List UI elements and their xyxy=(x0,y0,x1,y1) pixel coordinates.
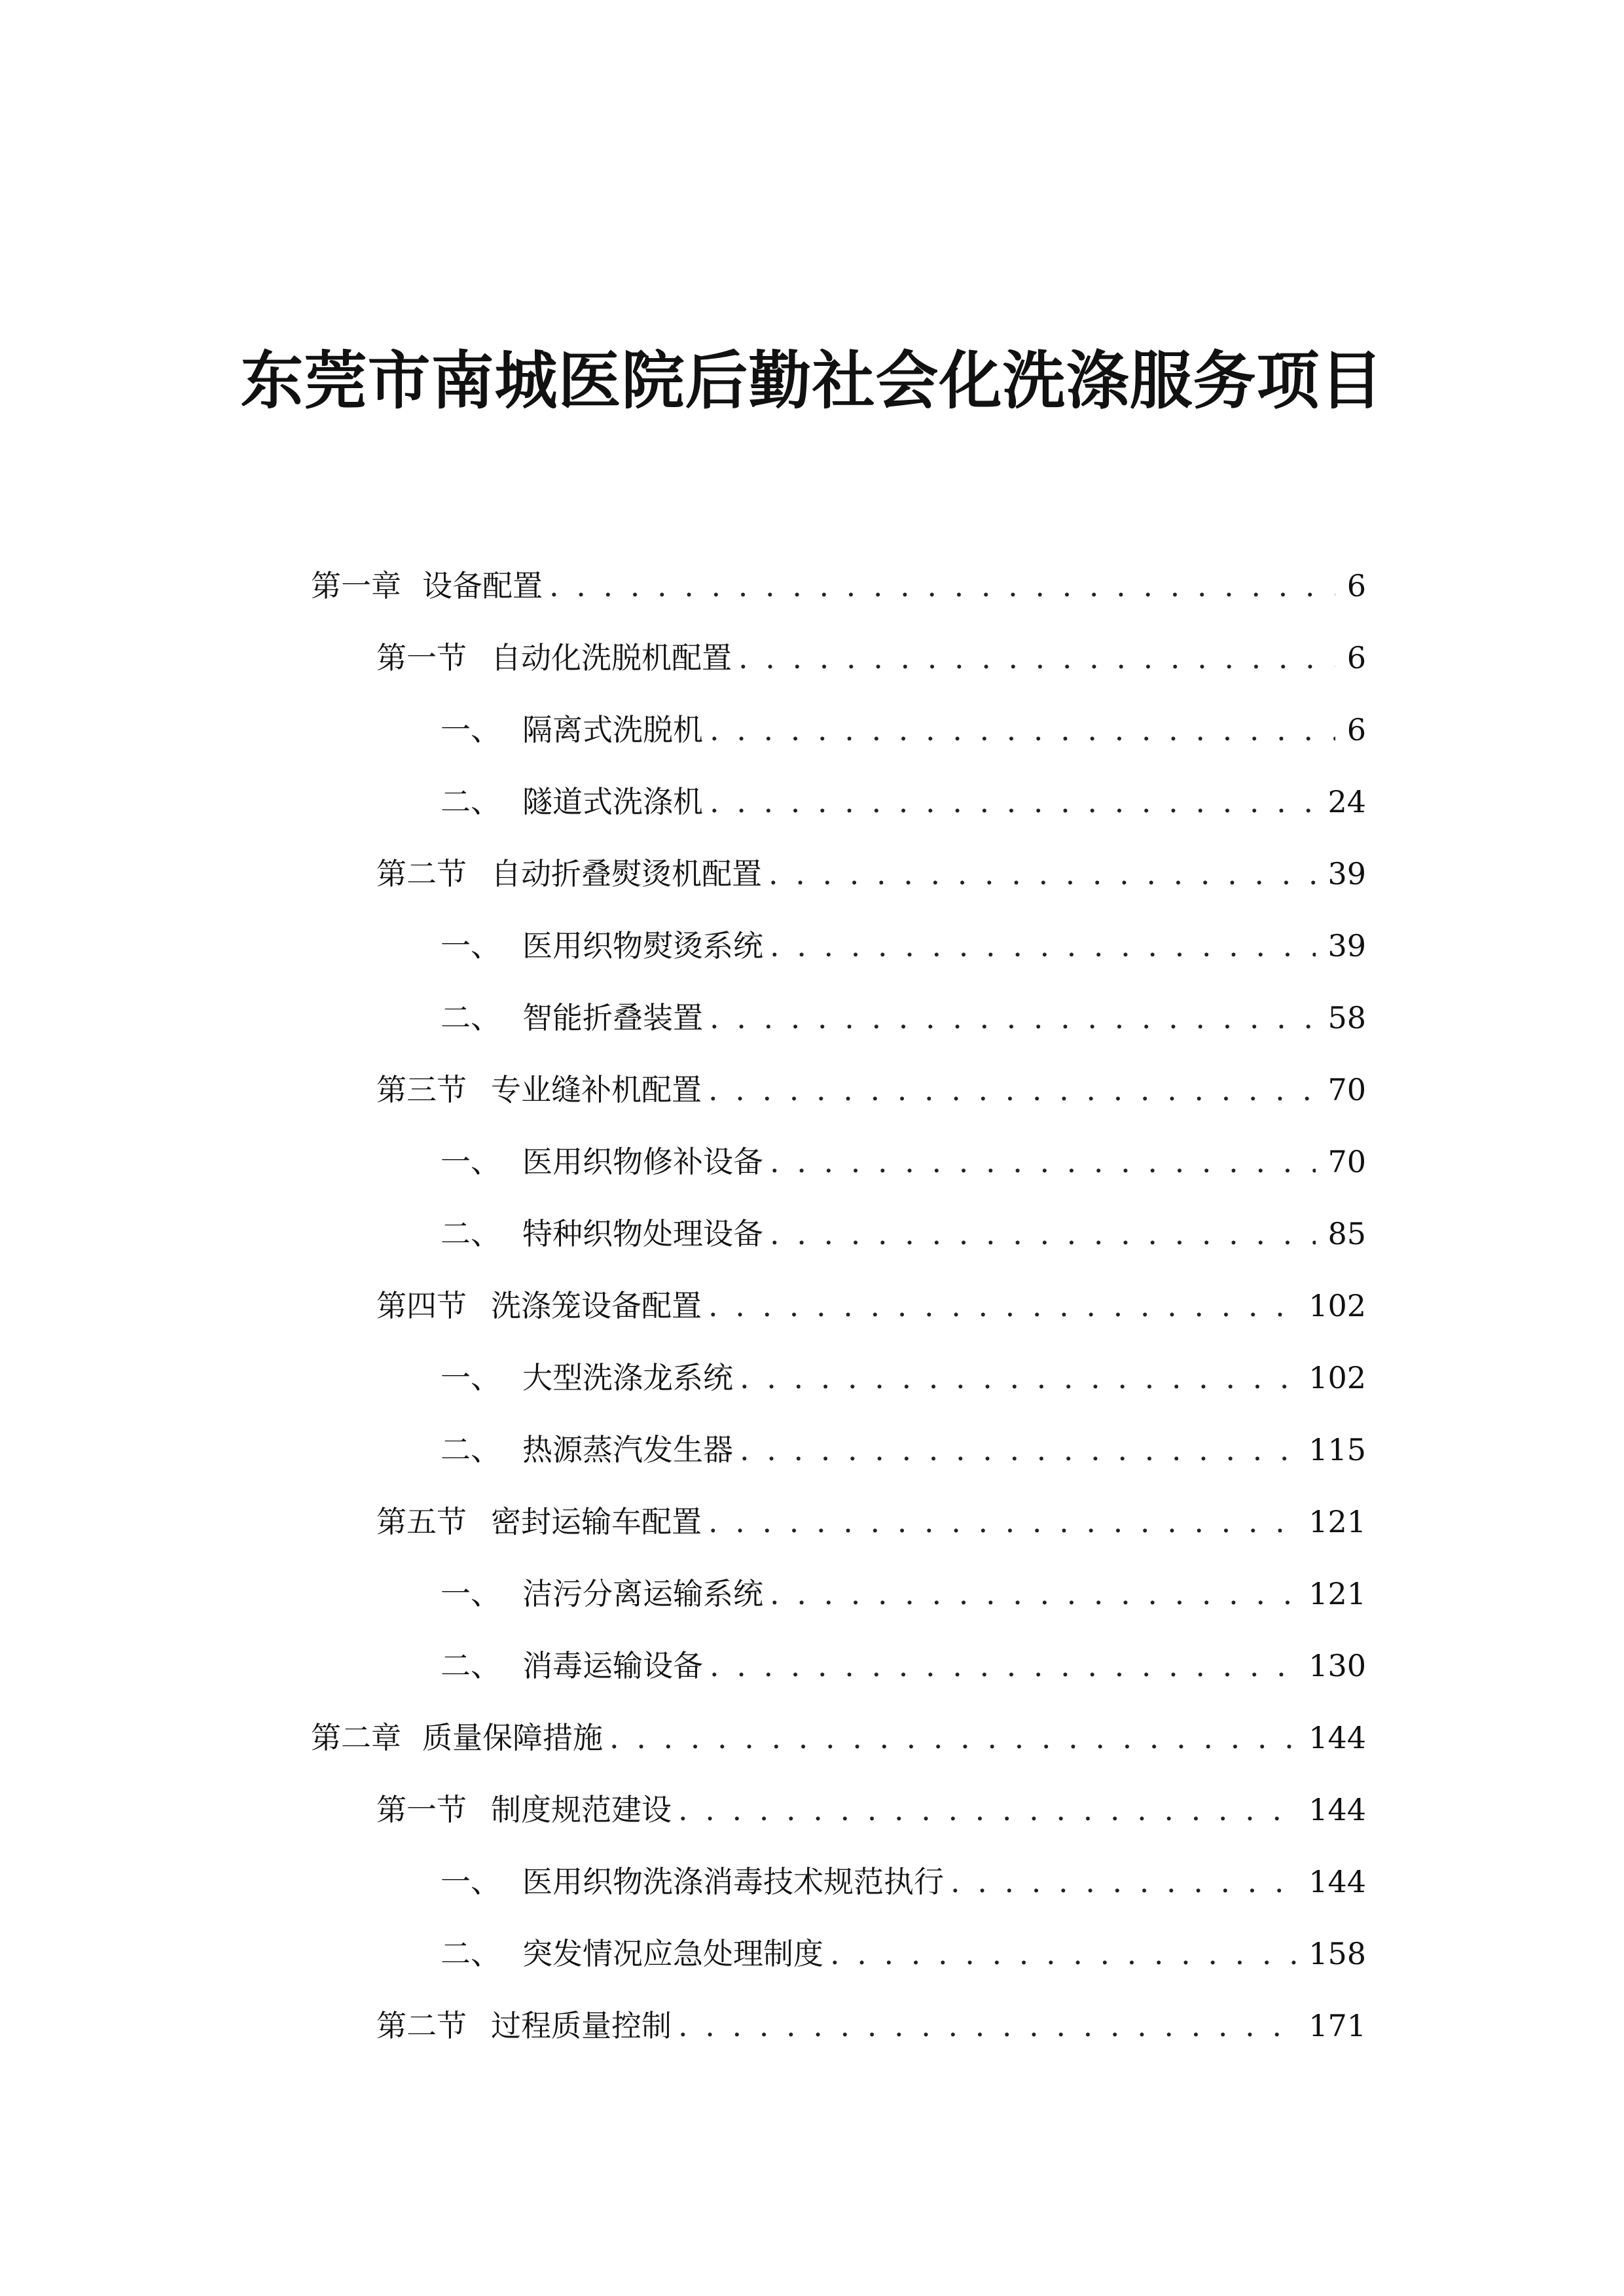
toc-entry-number: 第五节 xyxy=(376,1504,467,1539)
toc-entry-label: 过程质量控制 xyxy=(491,2008,672,2043)
toc-page-number: 6 xyxy=(1346,640,1366,675)
toc-entry-label: 自动化洗脱机配置 xyxy=(491,640,732,675)
toc-dot-leader xyxy=(710,704,1335,756)
toc-entry-number: 一、 xyxy=(441,712,501,747)
toc-entry-number: 二、 xyxy=(441,1648,501,1683)
toc-entry-label: 突发情况应急处理制度 xyxy=(522,1936,823,1971)
toc-entry-chapter[interactable] xyxy=(311,1712,1366,1764)
toc-entry-number: 二、 xyxy=(441,784,501,819)
toc-dot-leader xyxy=(678,2000,1297,2052)
toc-entry-subsection[interactable] xyxy=(441,1352,1366,1404)
toc-page-number: 115 xyxy=(1308,1432,1366,1467)
toc-page-number: 102 xyxy=(1308,1360,1366,1395)
toc-page-number: 121 xyxy=(1308,1576,1366,1611)
toc-entry-number: 第二节 xyxy=(376,856,467,891)
toc-dot-leader xyxy=(770,1136,1316,1188)
toc-entry-subsection[interactable] xyxy=(441,1208,1366,1260)
toc-entry-label: 自动折叠熨烫机配置 xyxy=(491,856,762,891)
toc-entry-number: 一、 xyxy=(441,928,501,963)
toc-entry-section[interactable] xyxy=(376,1064,1366,1116)
toc-page-number: 144 xyxy=(1308,1720,1366,1755)
toc-dot-leader xyxy=(768,848,1316,900)
toc-entry-subsection[interactable] xyxy=(441,1568,1366,1620)
toc-page-number: 144 xyxy=(1308,1864,1366,1899)
toc-dot-leader xyxy=(830,1928,1297,1980)
toc-dot-leader xyxy=(770,1568,1297,1620)
toc-page-number: 70 xyxy=(1327,1144,1366,1179)
toc-entry-section[interactable] xyxy=(376,1280,1366,1332)
toc-entry-label: 大型洗涤龙系统 xyxy=(522,1360,733,1395)
toc-dot-leader xyxy=(740,1352,1297,1404)
toc-entry-section[interactable] xyxy=(376,632,1366,684)
toc-entry-section[interactable] xyxy=(376,848,1366,900)
toc-dot-leader xyxy=(770,920,1316,972)
toc-entry-number: 第二章 xyxy=(311,1720,401,1755)
toc-entry-label: 隔离式洗脱机 xyxy=(522,712,703,747)
toc-entry-label: 专业缝补机配置 xyxy=(491,1072,702,1107)
toc-entry-section[interactable] xyxy=(376,1784,1366,1836)
toc-page-number: 70 xyxy=(1327,1072,1366,1107)
toc-page-number: 58 xyxy=(1327,1000,1366,1035)
toc-entry-label: 洁污分离运输系统 xyxy=(522,1576,763,1611)
toc-entry-label: 消毒运输设备 xyxy=(522,1648,703,1683)
toc-dot-leader xyxy=(678,1784,1297,1836)
toc-page-number: 171 xyxy=(1308,2008,1366,2043)
toc-dot-leader xyxy=(710,992,1316,1044)
toc-entry-number: 二、 xyxy=(441,1432,501,1467)
toc-entry-label: 隧道式洗涤机 xyxy=(522,784,703,819)
toc-entry-subsection[interactable] xyxy=(441,1424,1366,1476)
toc-entry-number: 一、 xyxy=(441,1576,501,1611)
toc-page-number: 39 xyxy=(1327,856,1366,891)
toc-entry-label: 洗涤笼设备配置 xyxy=(491,1288,702,1323)
toc-page-number: 158 xyxy=(1308,1936,1366,1971)
toc-dot-leader xyxy=(708,1064,1316,1116)
toc-dot-leader xyxy=(708,1496,1297,1548)
toc-entry-subsection[interactable] xyxy=(441,992,1366,1044)
toc-dot-leader xyxy=(738,632,1335,684)
toc-entry-number: 第一章 xyxy=(311,568,401,603)
toc-entry-subsection[interactable] xyxy=(441,776,1366,828)
toc-page-number: 24 xyxy=(1327,784,1366,819)
toc-entry-number: 二、 xyxy=(441,1000,501,1035)
toc-entry-subsection[interactable] xyxy=(441,1928,1366,1980)
toc-entry-number: 第一节 xyxy=(376,1792,467,1827)
toc-dot-leader xyxy=(710,1640,1297,1692)
toc-entry-label: 智能折叠装置 xyxy=(522,1000,703,1035)
toc-page-number: 39 xyxy=(1327,928,1366,963)
toc-entry-label: 设备配置 xyxy=(422,568,543,603)
toc-page-number: 121 xyxy=(1308,1504,1366,1539)
toc-entry-number: 第二节 xyxy=(376,2008,467,2043)
toc-page-number: 144 xyxy=(1308,1792,1366,1827)
toc-entry-subsection[interactable] xyxy=(441,1640,1366,1692)
toc-entry-number: 第三节 xyxy=(376,1072,467,1107)
toc-entry-label: 医用织物洗涤消毒技术规范执行 xyxy=(522,1864,944,1899)
toc-entry-number: 二、 xyxy=(441,1216,501,1251)
toc-page-number: 6 xyxy=(1346,568,1366,603)
toc-entry-subsection[interactable] xyxy=(441,920,1366,972)
toc-page-number: 85 xyxy=(1327,1216,1366,1251)
toc-entry-label: 医用织物熨烫系统 xyxy=(522,928,763,963)
toc-dot-leader xyxy=(549,560,1335,612)
document-title: 东莞市南城医院后勤社会化洗涤服务项目 xyxy=(240,344,1384,418)
toc-entry-label: 制度规范建设 xyxy=(491,1792,672,1827)
toc-entry-subsection[interactable] xyxy=(441,1136,1366,1188)
toc-dot-leader xyxy=(708,1280,1297,1332)
toc-entry-subsection[interactable] xyxy=(441,1856,1366,1908)
toc-entry-number: 第一节 xyxy=(376,640,467,675)
toc-dot-leader xyxy=(740,1424,1297,1476)
toc-entry-number: 一、 xyxy=(441,1144,501,1179)
toc-entry-section[interactable] xyxy=(376,2000,1366,2052)
toc-dot-leader xyxy=(770,1208,1316,1260)
toc-entry-label: 医用织物修补设备 xyxy=(522,1144,763,1179)
toc-entry-number: 一、 xyxy=(441,1864,501,1899)
toc-entry-chapter[interactable] xyxy=(311,560,1366,612)
toc-page-number: 6 xyxy=(1346,712,1366,747)
toc-dot-leader xyxy=(710,776,1316,828)
toc-dot-leader xyxy=(609,1712,1297,1764)
toc-entry-label: 密封运输车配置 xyxy=(491,1504,702,1539)
toc-entry-subsection[interactable] xyxy=(441,704,1366,756)
toc-entry-label: 热源蒸汽发生器 xyxy=(522,1432,733,1467)
toc-dot-leader xyxy=(950,1856,1297,1908)
toc-entry-number: 第四节 xyxy=(376,1288,467,1323)
toc-entry-section[interactable] xyxy=(376,1496,1366,1548)
toc-entry-number: 一、 xyxy=(441,1360,501,1395)
toc-entry-number: 二、 xyxy=(441,1936,501,1971)
toc-page-number: 130 xyxy=(1308,1648,1366,1683)
toc-page-number: 102 xyxy=(1308,1288,1366,1323)
toc-entry-label: 质量保障措施 xyxy=(422,1720,603,1755)
toc-entry-label: 特种织物处理设备 xyxy=(522,1216,763,1251)
